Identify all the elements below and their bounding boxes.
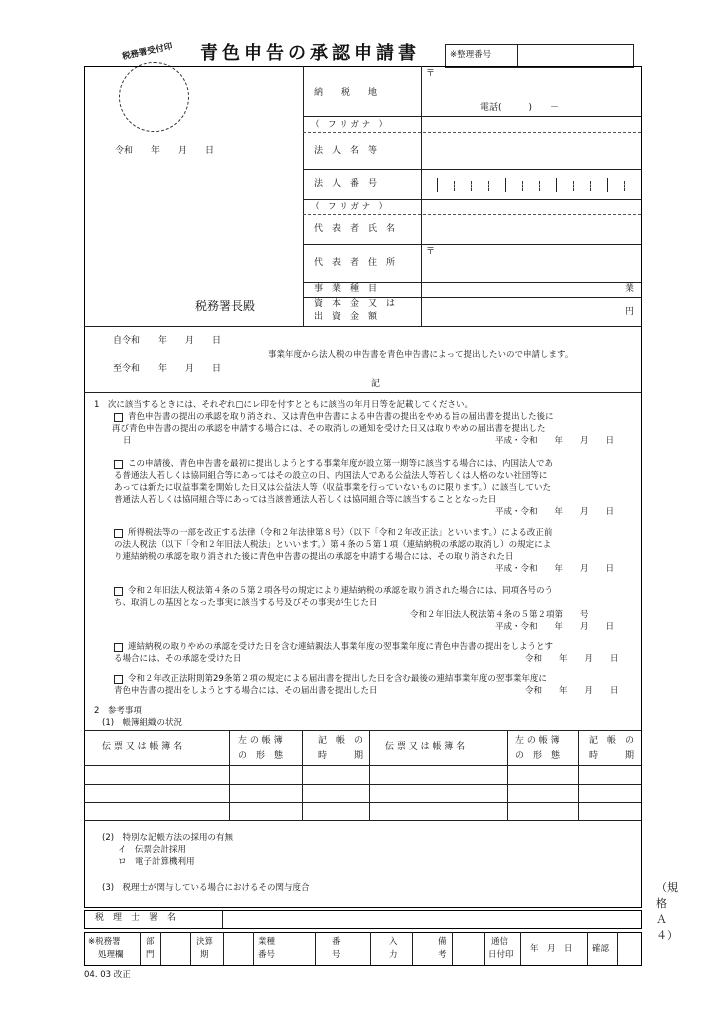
section2-sub3: (3) 税理士が関与している場合におけるその関与度合 <box>102 883 310 893</box>
item4-subclause[interactable]: 令和２年旧法人税法第４条の５第２項第 号 <box>410 610 589 620</box>
tsushin-label-1: 通信 <box>491 937 509 947</box>
item2-line2: る普通法人若しくは協同組合等にあってはその設立の日、内国法人である公益法人等若しくは人格のない社団等に <box>114 471 548 481</box>
form-title: 青色申告の承認申請書 <box>200 43 420 64</box>
item2-checkbox[interactable] <box>114 460 123 469</box>
item1-line3: 日 <box>123 436 132 446</box>
item2-line4: 普通法人若しくは協同組合等にあっては当該普通法人若しくは協同組合等に該当することとなった日 <box>114 495 497 505</box>
period-to[interactable]: 至令和 年 月 日 <box>113 364 222 374</box>
bu-label-1: 部 <box>146 937 155 947</box>
col-format-2a: 左 の 帳 簿 <box>515 736 560 746</box>
item6-line2: 青色申告書の提出をしようとする場合には、その届出書を提出した日 <box>114 686 378 696</box>
phone-field[interactable]: 電話( ) － <box>480 103 560 113</box>
item1-date[interactable]: 平成・令和 年 月 日 <box>495 436 615 446</box>
option-computer[interactable]: ロ 電子計算機利用 <box>118 857 195 867</box>
item1-line2: 再び青色申告書の提出の承認を申請する場合には、その取消しの通知を受けた日又は取りやめの届出書を提出した <box>112 424 546 434</box>
col-period-2b: 時 期 <box>589 751 635 761</box>
daihyo-address-label: 代 表 者 住 所 <box>314 258 396 268</box>
bu-label-2: 門 <box>146 950 155 960</box>
col-book-name-1: 伝 票 又 は 帳 簿 名 <box>102 742 183 752</box>
ban-label-2: 号 <box>332 950 341 960</box>
item4-line1: 令和２年旧法人税法第４条の５第２項各号の規定により連結納税の承認を取り消された場合には、同項各号のう <box>128 586 554 596</box>
item2-line3: あっては新たに収益事業を開始した日又は公益法人等（収益事業を行っていないものに限ります。）に該当していた <box>114 483 551 493</box>
stamp-label: 税務署受付印 <box>121 41 174 63</box>
bi-label-2: 考 <box>438 950 447 960</box>
item3-line3: り連結納税の承認を取り消された後に青色申告書の提出の承認を申請する場合には、その取り消された日 <box>114 552 514 562</box>
item5-line2: る場合には、その承認を受けた日 <box>114 654 242 664</box>
section2-sub2: (2) 特別な記帳方法の採用の有無 <box>102 833 234 843</box>
shori-label-2: 処理欄 <box>98 950 124 960</box>
col-format-2b: の 形 態 <box>515 751 561 761</box>
item5-date[interactable]: 令和 年 月 日 <box>525 654 619 664</box>
col-format-1a: 左 の 帳 簿 <box>238 736 283 746</box>
item4-checkbox[interactable] <box>114 587 123 596</box>
zeirishi-label: 税 理 士 署 名 <box>95 913 177 923</box>
section2-heading: 2 参考事項 <box>94 706 142 716</box>
nyu-label-2: 力 <box>389 950 398 960</box>
postal-mark: 〒 <box>426 69 436 79</box>
item4-line2: ち、取消しの基因となった事実に該当する号及びその事実が生じた日 <box>114 598 378 608</box>
shihon-unit: 円 <box>625 307 635 317</box>
col-period-1a: 記 帳 の <box>318 736 364 746</box>
hojin-number-label: 法 人 番 号 <box>314 179 378 189</box>
item1-line1: 青色申告書の提出の承認を取り消され、又は青色申告書による申告書の提出をやめる旨の届出書を提出した後に <box>128 412 554 422</box>
ban-label-1: 番 <box>332 937 341 947</box>
tsushin-label-2: 日付印 <box>488 950 514 960</box>
jigyo-label: 事 業 種 目 <box>314 284 378 294</box>
item3-checkbox[interactable] <box>114 529 123 538</box>
hojin-name-label: 法 人 名 等 <box>314 146 378 156</box>
shihon-label-2: 出 資 金 額 <box>314 312 378 322</box>
section1-intro: 1 次に該当するときには、それぞれ□にレ印を付すとともに該当の年月日等を記載してください。 <box>94 400 473 410</box>
kakunin-label: 確認 <box>592 944 610 954</box>
footer-date[interactable]: 年 月 日 <box>530 944 573 954</box>
ki-label: 記 <box>371 379 381 389</box>
nozeichi-label: 納 税 地 <box>314 88 378 98</box>
postal-mark-2: 〒 <box>426 247 436 257</box>
item2-line1: この申請後、青色申告書を最初に提出しようとする事業年度が設立第一期等に該当する場合には、内国法人であ <box>128 459 554 469</box>
nyu-label-1: 入 <box>389 937 398 947</box>
daihyo-name-label: 代 表 者 氏 名 <box>314 224 396 234</box>
item6-date[interactable]: 令和 年 月 日 <box>525 686 619 696</box>
item6-line1: 令和２年改正法附則第29条第２項の規定による届出書を提出した日を含む最後の連結事業年度の翌事業年度に <box>128 674 547 684</box>
furigana-label-1: （ フ リ ガ ナ ） <box>311 120 388 130</box>
item3-line2: の法人税法（以下「令和２年旧法人税法」といいます。）第４条の５第１項（連結納税の承認の取消し）の規定によ <box>114 540 552 550</box>
item3-line1: 所得税法等の一部を改正する法律（令和２年法律第８号）（以下「令和２年改正法」といいます。）による改正前 <box>128 528 553 538</box>
item5-checkbox[interactable] <box>114 643 123 652</box>
item5-line1: 連結納税の取りやめの承認を受けた日を含む連結親法人事業年度の翌事業年度に青色申告書の提出をしようとす <box>128 642 554 652</box>
hojin-number-boxes[interactable] <box>421 169 641 199</box>
period-from[interactable]: 自令和 年 月 日 <box>113 336 222 346</box>
kessan-label-1: 決算 <box>196 937 214 947</box>
gyoshu-label-1: 業種 <box>258 937 276 947</box>
tax-office-addressee: 税務署長殿 <box>195 299 256 313</box>
application-date[interactable]: 令和 年 月 日 <box>115 146 215 156</box>
col-format-1b: の 形 態 <box>238 751 284 761</box>
item4-date[interactable]: 平成・令和 年 月 日 <box>495 622 615 632</box>
kessan-label-2: 期 <box>200 950 209 960</box>
gyoshu-label-2: 番号 <box>258 950 276 960</box>
item6-checkbox[interactable] <box>114 675 123 684</box>
col-period-2a: 記 帳 の <box>589 736 635 746</box>
revision-note: 04. 03 改正 <box>84 970 131 980</box>
bi-label-1: 備 <box>438 937 447 947</box>
col-period-1b: 時 期 <box>318 751 364 761</box>
item2-date[interactable]: 平成・令和 年 月 日 <box>495 507 615 517</box>
option-denpyo[interactable]: イ 伝票会計採用 <box>118 845 187 855</box>
jigyo-unit: 業 <box>625 284 635 294</box>
period-statement: 事業年度から法人税の申告書を青色申告書によって提出したいので申請します。 <box>268 350 574 360</box>
shihon-label-1: 資 本 金 又 は <box>314 299 396 309</box>
furigana-label-2: （ フ リ ガ ナ ） <box>311 202 388 212</box>
item3-date[interactable]: 平成・令和 年 月 日 <box>495 564 615 574</box>
shori-label-1: ※税務署 <box>88 937 121 947</box>
paper-size-note: （規格Ａ４） <box>656 881 678 942</box>
item1-checkbox[interactable] <box>114 413 123 422</box>
col-book-name-2: 伝 票 又 は 帳 簿 名 <box>385 742 466 752</box>
section2-sub1: (1) 帳簿組織の状況 <box>102 718 183 728</box>
seiri-number-label: ※整理番号 <box>450 50 492 60</box>
